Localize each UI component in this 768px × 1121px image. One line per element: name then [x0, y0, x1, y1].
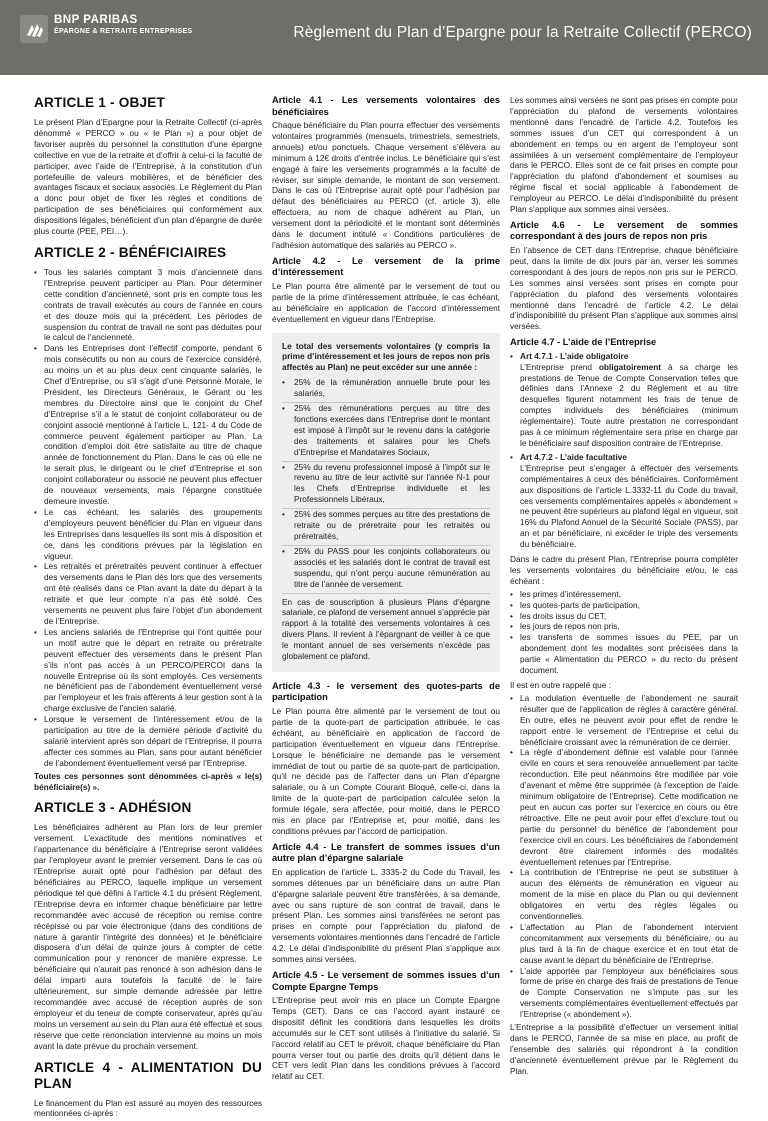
article-4-7-2-title: Art 4.7.2 - L’aide facultative	[520, 451, 627, 462]
list-item: • les primes d’intéressement,	[510, 589, 738, 600]
article-4-1-title: Article 4.1 - Les versements volontaires des bénéficiaires	[272, 95, 500, 117]
document-title: Règlement du Plan d’Epargne pour la Retraite Collectif (PERCO)	[293, 24, 752, 41]
list-item: • 25% des sommes perçues au titre des prestations de retraite ou de préretraite pour les retraités ou préretraités,	[282, 509, 490, 546]
article-1-title: ARTICLE 1 - OBJET	[34, 95, 166, 110]
list-item: • les jours de repos non pris,	[510, 621, 738, 632]
list-item: • L’aide apportée par l’employeur aux bénéficiaires sous forme de prise en charge des frais de prestations de Tenue de Compte Conservation ne s’impute pas sur les versements complémentaires éventuellement effectués par l’Entreprise (« abondement »).	[510, 966, 738, 1021]
article-4-title: ARTICLE 4 - ALIMENTATION DU PLAN	[34, 1059, 262, 1091]
list-item: • 25% de la rémunération annuelle brute pour les salariés,	[282, 377, 490, 403]
list-item: • 25% du revenu professionnel imposé à l’impôt sur le revenu au titre de leur activité sur l’année N-1 pour les Chefs d’Entreprise individuelle et les Professionnels Libéraux,	[282, 462, 490, 510]
list-item: • La contribution de l’Entreprise ne peut se substituer à aucun des éléments de rémunération en vigueur au moment de la mise en place du Plan ou qui deviennent obligatoires en vertu des règles légales ou conventionnelles.	[510, 867, 738, 922]
list-item	[510, 351, 738, 449]
stars-logo-icon	[20, 15, 48, 43]
article-4-1-text: Chaque bénéficiaire du Plan pourra effectuer des versements volontaires programmés (mensuels, trimestriels, semestriels, annuels) et/ou ponctuels. Chaque versement s’élèvera au minimum à 12€ droits d’entrée inclus. Le bénéficiaire qui s’est engagé à faire les versements programmés a la faculté de réviser, sur simple demande, le montant de son versement. Dans le cas où l’Entreprise aurait opté pour l’adhésion par défaut des bénéficiaires au PERCO (cf. article 3), elle effectuera, au nom de chaque adhérent au Plan, un versement dont la périodicité et le montant sont déterminés dans le document intitulé « Conditions particulières de l’adhésion automatique des salariés au PERCO ».	[272, 120, 500, 250]
page-header	[0, 0, 768, 75]
article-4-2-text: Le Plan pourra être alimenté par le versement de tout ou partie de la prime d’intéressement attribuée, le cas échéant, au bénéficiaire en application de l’accord d’intéressement éventuellement en vigueur dans l’Entreprise.	[272, 280, 500, 324]
column-left	[34, 95, 262, 1121]
article-4-5-title: Article 4.5 - Le versement de sommes issues d’un Compte Epargne Temps	[272, 970, 500, 992]
article-4-7-2-text: L’Entreprise peut s’engager à effectuer des versements complémentaires à ceux des bénéficiaires. Conformément aux dispositions de l’article L.3332-11 du Code du travail, ces versements complémentaires appelés « abondement » ne peuvent être supérieurs au plafond légal en vigueur, soit 16% du Plafond Annuel de la Sécurité Sociale (PASS), par an et par bénéficiaire, ni excéder le triple des versements du bénéficiaire.	[520, 462, 738, 550]
article-4-6-title: Article 4.6 - Le versement de sommes correspondant à des jours de repos non pris	[510, 219, 738, 242]
reminder-lead: Il est en outre rappelé que :	[510, 680, 612, 690]
column-middle	[272, 95, 500, 1084]
article-4-7-1-bold: obligatoirement	[598, 361, 662, 372]
list-item: • Lorsque le versement de l’intéressement et/ou de la participation au titre de la dernière période d’activité du salarié intervient après son départ de l’Entreprise, il pourra affecter ces sommes au Plan, sans pour autant bénéficier de l’abondement éventuellement versé par l’Entreprise.	[34, 714, 262, 769]
list-item: • Le cas échéant, les salariés des groupements d’employeurs peuvent bénéficier du Plan en vigueur dans les Entreprises dans lesquelles ils sont mis à disposition et ce, dans les conditions prévues par la législation en vigueur.	[34, 507, 262, 562]
list-item: • Les anciens salariés de l’Entreprise qui l’ont quittée pour un motif autre que le départ en retraite ou préretraite peuvent effectuer des versements dans le présent Plan s’ils n’ont pas accès à un PERCO/PERCOI dans la nouvelle Entreprise où ils sont employés. Ces versements ne bénéficient pas de l’abondement éventuellement versé par l’employeur et les frais afférents à leur gestion sont à la charge exclusive de l’ancien salarié.	[34, 627, 262, 714]
closing-text: L’Entreprise a la possibilité d’effectuer un versement initial dans le PERCO, l’année de sa mise en place, au profit de l’ensemble des salariés qui répondront à la condition d’ancienneté éventuellement prévue par le Règlement du Plan.	[510, 1022, 738, 1076]
list-item: • 25% du PASS pour les conjoints collaborateurs ou associés et les salariés dont le contrat de travail est suspendu, qui n’ont perçu aucune rémunération au titre de l’année de versement.	[282, 546, 490, 594]
article-4-2-title: Article 4.2 - Le versement de la prime d’intéressement	[272, 255, 500, 278]
brand-name: BNP PARIBAS	[54, 14, 138, 26]
article-4-5-text: L’Entreprise peut avoir mis en place un Compte Epargne Temps (CET). Dans ce cas l’accord ayant instauré ce dispositif définit les conditions dans lesquelles les droits accumulés sur le CET sont utilisés à l’initiative du salarié. Si l’accord relatif au CET le prévoit, chaque bénéficiaire du Plan pourra verser tout ou partie des droits qu’il détient dans le CET vers ledit Plan dans les conditions prévues à l’accord relatif au CET.	[272, 995, 500, 1082]
ceiling-box-tail: En cas de souscription à plusieurs Plans d’épargne salariale, ce plafond de versement annuel s’apprécie par rapport à la totalité des versements volontaires à ces divers Plans. Il revient à l’épargnant de veiller à ce que le montant annuel de ses versements n’excède pas globalement ce plafond.	[282, 596, 491, 662]
list-item: • les transferts de sommes issues du PEE, par un abondement dont les modalités sont précisées dans la partie « Alimentation du PERCO » du recto du présent document.	[510, 632, 738, 676]
brand-logo	[20, 14, 192, 43]
article-4-7-1-title: Art 4.7.1 - L’aide obligatoire	[520, 350, 629, 361]
list-item: • Dans les Entreprises dont l’effectif comporte, pendant 6 mois consécutifs ou non au cours de l’exercice considéré, au moins un et au plus deux cent cinquante salariés, le Chef d’Entreprise, ou s’il s’agit d’une Personne Morale, le Président, les Directeurs Généraux, le Gérant ou les membres du Directoire ainsi que le conjoint du Chef d’Entreprise s’il a le statut de conjoint collaborateur ou de conjoint associé mentionné à l’article L. 121- 4 du Code de commerce peuvent également participer au Plan. La condition d’emploi doit être satisfaite au titre de chaque année de fonctionnement du Plan. Dans le cas où elle ne le serait plus, le dirigeant ou le chef d’Entreprise et son conjoint collaborateur ou associé ne peuvent plus effectuer de nouveaux versements, mais l’épargne constituée demeure investie.	[34, 343, 262, 507]
list-item: • L’affectation au Plan de l’abondement intervient concomitamment aux versements du bénéficiaire, ou au plus tard à la fin de chaque exercice et en tout état de cause avant le départ du bénéficiaire de l’Entreprise.	[510, 922, 738, 966]
article-3-text: Les bénéficiaires adhèrent au Plan lors de leur premier versement. L’exactitude des mentions nominatives et l’appartenance du bénéficiaire à l’Entreprise seront validées par l’employeur avant le premier versement. Dans le cas où l’Entreprise aurait opté pour l’adhésion par défaut des bénéficiaires au PERCO, laquelle implique un versement périodique tel que défini à l’article 4.1 du présent Règlement, l’Entreprise devra en informer chaque bénéficiaire par lettre recommandée avec accusé de réception ou remise contre récépissé ou par voie électronique (dans des conditions de nature à garantir l’intégrité des données) et le bénéficiaire disposera d’un délai de quinze jours à compter de cette communication pour y renoncer de manière expresse. Le bénéficiaire qui n’aurait pas renoncé à son adhésion dans le délai imparti aura toutefois la faculté de le faire ultérieurement, sur simple demande adressée par lettre recommandée avec accusé de réception auprès de son employeur et du teneur de compte conservateur, après qu’au moins un versement au sein du Plan aura été effectué et sous réserve que cette renonciation intervienne au moins un mois avant la date prévue du prochain versement.	[34, 822, 262, 1051]
list-item: • les droits issus du CET,	[510, 611, 738, 622]
article-4-3-title: Article 4.3 - le versement des quotes-parts de participation	[272, 680, 500, 703]
article-4-3-text: Le Plan pourra être alimenté par le versement de tout ou partie de la quote-part de participation attribuée, le cas échéant, au bénéficiaire en application de l’accord de participation éventuellement en vigueur dans l’Entreprise. Lorsque le bénéficiaire ne demande pas le versement immédiat de tout ou partie de sa quote-part de participation, qu’il ne décide pas de l’affecter dans un Plan d’épargne salariale, ou à un Compte Courant Bloqué, celle-ci, dans la limite de la quote-part de participation calculée selon la formule légale, sera affectée, pour moitié, dans le PERCO mis en place par l’Entreprise et, pour moitié, dans les conditions prévues par l’accord de participation.	[272, 705, 500, 836]
article-4-7-1-pre: L’Entreprise prend	[520, 361, 599, 372]
article-3-title: ARTICLE 3 - ADHÉSION	[34, 800, 192, 816]
article-2-conclusion: Toutes ces personnes sont dénommées ci-après « le(s) bénéficiaire(s) ».	[34, 770, 262, 792]
article-4-4-title: Article 4.4 - Le transfert de sommes issues d’un autre plan d’épargne salariale	[272, 841, 500, 864]
abondement-list	[510, 589, 738, 676]
reminder-list	[510, 693, 738, 1020]
brand-subtitle: ÉPARGNE & RETRAITE ENTREPRISES	[54, 28, 193, 35]
article-1-text: Le présent Plan d’Epargne pour la Retraite Collectif (ci-après dénommé « PERCO » ou « le Plan ») a pour objet de favoriser auprès du personnel la constitution d’une épargne collective en vue de la retraite et d’offrir à celui-ci la faculté de participer, avec l’aide de l’Entreprise, à la constitution d’un portefeuille de valeurs mobilières, et de bénéficier des avantages fiscaux et sociaux associés. Le Règlement du Plan a donc pour objet de fixer les règles et conditions de participation de ses bénéficiaires qui conformément aux dispositions légales, bénéficient d’un plan d’épargne de durée plus courte (PEE, PEI…).	[34, 117, 262, 237]
list-item: • La règle d’abondement définie est valable pour l’année civile en cours et sera renouvelée annuellement par tacite reconduction. Elle peut néanmoins être modifiée par voie d’avenant et même être supprimée (à l’exception de l’aide minimum obligatoire de l’Entreprise). Cette modification ne peut en aucun cas porter sur l’exercice en cours ou être rétroactive. Elle ne peut avoir pour effet d’exclure tout ou partie du personnel du bénéfice de l’abondement pour l’exercice civil en cours. Les bénéficiaires de l’abondement devront être clairement informés des modalités éventuellement retenues par l’Entreprise.	[510, 747, 738, 867]
beneficiaries-list	[34, 267, 262, 769]
ceiling-box	[272, 333, 500, 672]
abondement-lead: Dans le cadre du présent Plan, l’Entreprise pourra compléter les versements volontaires du bénéficiaire et/ou, le cas échéant :	[510, 554, 738, 586]
list-item: • les quotes-parts de participation,	[510, 600, 738, 611]
article-4-5-continued: Les sommes ainsi versées ne sont pas prises en compte pour l’appréciation du plafond de versements volontaires mentionné dans l’encadré de l’article 4.2. Toutefois les sommes issues d’un CET qui correspondent à un abondement en temps ou en argent de l’employeur sont assimilées à un versement complémentaire de l’employeur dans le PERCO. Elles sont de ce fait prises en compte pour l’appréciation du plafond d’abondement et soumises au régime fiscal et social applicable à l’abondement de l’employeur au PERCO. Le délai d’indisponibilité du présent Plan s’applique aux sommes ainsi versées.	[510, 95, 738, 215]
list-item: • 25% des rémunérations perçues au titre des fonctions exercées dans l’Entreprise dont le montant est imposé à l’impôt sur le revenu dans la catégorie des traitements et salaires pour les Chefs d’Entreprise et Mandataires Sociaux,	[282, 403, 490, 462]
list-item: • La modulation éventuelle de l’abondement ne saurait résulter que de l’application de règles à caractère général. En outre, elles ne peuvent avoir pour effet de rendre le rapport entre le versement de l’Entreprise et celui du bénéficiaire croissant avec la rémunération de ce dernier.	[510, 693, 738, 748]
list-item: • Les retraités et préretraités peuvent continuer à effectuer des versements dans le Plan dès lors que des versements ont été réalisés dans ce Plan avant la date du départ à la retraite et que leur compte n’a pas été soldé. Ces versements ne peuvent plus faire l’objet d’un abondement de l’Entreprise.	[34, 561, 262, 626]
article-4-7-title: Article 4.7 - L’aide de l’Entreprise	[510, 337, 657, 348]
list-item: • Tous les salariés comptant 3 mois d’ancienneté dans l’Entreprise peuvent participer au Plan. Pour déterminer cette condition d’ancienneté, sont pris en compte tous les contrats de travail exécutés au cours de l’année en cours et des douze mois qui la précèdent. Les périodes de suspension du contrat de travail ne sont pas déduites pour le calcul de l’ancienneté.	[34, 267, 262, 343]
article-4-7-1-post: à sa charge les prestations de Tenue de Compte Conservation telles que définies dans l’Annexe 2 du Règlement et au titre desquelles figurent notamment les frais de tenue de comptes individuels des bénéficiaires (minimum réglementaire). Toute autre prestation ne correspondant pas à ce minimum réglementaire sera prise en charge par le bénéficiaire sauf disposition contraire de l’Entreprise.	[520, 361, 738, 448]
column-right	[510, 95, 738, 1079]
list-item	[510, 452, 738, 550]
article-4-6-text: En l’absence de CET dans l’Entreprise, chaque bénéficiaire peut, dans la limite de dix jours par an, verser les sommes correspondant à des jours de repos non pris sur le PERCO. Les sommes ainsi versées sont prises en compte pour l’appréciation du plafond des versements volontaires mentionné dans l’encadré de l’article 4.2. Le délai d’indisponibilité du présent Plan s’applique aux sommes ainsi versées.	[510, 244, 738, 332]
company-aid-list	[510, 351, 738, 550]
article-4-text: Le financement du Plan est assuré au moyen des ressources mentionnées ci-après :	[34, 1097, 262, 1119]
article-4-4-text: En application de l’article L. 3335-2 du Code du Travail, les sommes détenues par un bénéficiaire dans un autre Plan d’épargne salariale peuvent être transférées, à sa demande, avec ou sans rupture de son contrat de travail, dans le présent Plan. Les sommes ainsi transférées ne seront pas prises en compte pour l’appréciation du plafond de versements volontaires mentionnés dans l’encadré de l’article 4.2. Le délai d’indisponibilité du présent Plan s’applique aux sommes ainsi versées.	[272, 866, 500, 965]
ceiling-list	[282, 377, 490, 593]
ceiling-box-lead: Le total des versements volontaires (y compris la prime d’intéressement et les jours de repos non pris affectés au Plan) ne peut excéder sur une année :	[282, 340, 490, 373]
article-2-title: ARTICLE 2 - BÉNÉFICIAIRES	[34, 244, 227, 260]
